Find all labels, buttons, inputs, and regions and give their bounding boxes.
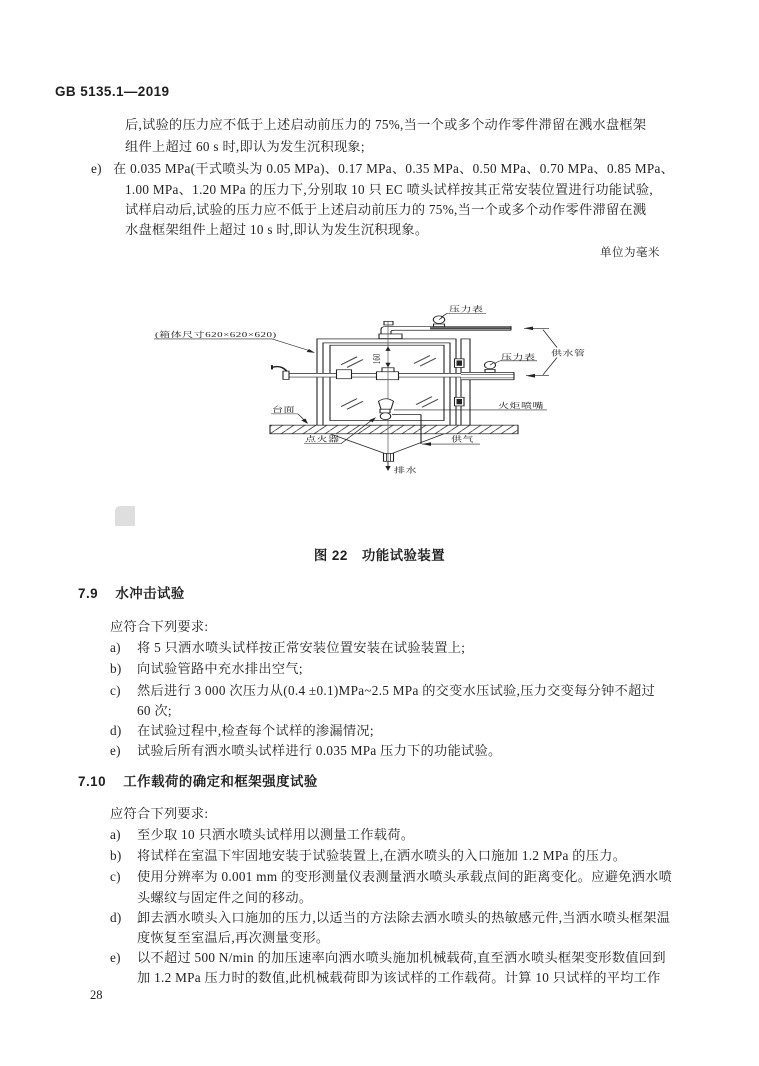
list-item-line: 以不超过 500 N/min 的加压速率向洒水喷头施加机械载荷,直至洒水喷头框架变形数值回到 bbox=[137, 950, 666, 965]
figure-caption-number: 图 22 bbox=[313, 548, 348, 563]
section-intro: 应符合下列要求: bbox=[110, 619, 209, 634]
list-letter: c) bbox=[110, 869, 121, 884]
list-letter: d) bbox=[110, 723, 122, 738]
list-item-line: 将 5 只洒水喷头试样按正常安装位置安装在试验装置上; bbox=[137, 640, 466, 655]
section-intro: 应符合下列要求: bbox=[110, 806, 209, 821]
list-letter: a) bbox=[110, 640, 121, 655]
list-letter: b) bbox=[110, 848, 122, 863]
list-item-line: 卸去洒水喷头入口施加的压力,以适当的方法除去洒水喷头的热敏感元件,当洒水喷头框架温 bbox=[137, 910, 671, 925]
figure-22-diagram bbox=[145, 258, 610, 522]
list-item-line: 将试样在室温下牢固地安装于试验装置上,在洒水喷头的入口施加 1.2 MPa 的压力。 bbox=[137, 848, 627, 863]
section-number: 7.9 bbox=[78, 586, 99, 601]
list-letter: d) bbox=[110, 910, 122, 925]
body-line: 1.00 MPa、1.20 MPa 的压力下,分别取 10 只 EC 喷头试样按其正常安装位置进行功能试验, bbox=[125, 182, 653, 197]
body-line: 在 0.035 MPa(干式喷头为 0.05 MPa)、0.17 MPa、0.35 MPa、0.50 MPa、0.70 MPa、0.85 MPa、 bbox=[113, 161, 675, 176]
dimension-160-label: 160 bbox=[370, 353, 383, 365]
box-size-label: (箱体尺寸620×620×620) bbox=[155, 331, 277, 340]
list-letter: b) bbox=[110, 661, 122, 676]
section-number: 7.10 bbox=[78, 774, 107, 789]
list-item-line: 头螺纹与固定件之间的移动。 bbox=[137, 890, 313, 905]
list-item-line: 60 次; bbox=[137, 703, 172, 718]
figure-caption-title: 功能试验装置 bbox=[361, 548, 446, 563]
list-item-line: 试验后所有洒水喷头试样进行 0.035 MPa 压力下的功能试验。 bbox=[137, 743, 502, 758]
standard-number-header: GB 5135.1—2019 bbox=[55, 84, 170, 99]
work-table bbox=[270, 425, 518, 434]
scan-artifact bbox=[115, 506, 135, 526]
collection-funnel bbox=[330, 434, 444, 462]
list-letter: e) bbox=[91, 161, 102, 176]
list-item-line: 至少取 10 只洒水喷头试样用以测量工作载荷。 bbox=[137, 827, 415, 842]
section-title: 工作载荷的确定和框架强度试验 bbox=[123, 774, 318, 789]
list-letter: a) bbox=[110, 827, 121, 842]
body-line: 后,试验的压力应不低于上述启动前压力的 75%,当一个或多个动作零件滞留在溅水盘框架 bbox=[125, 117, 647, 132]
list-item-line: 在试验过程中,检查每个试样的渗漏情况; bbox=[137, 723, 374, 738]
drain-label: 排水 bbox=[394, 466, 417, 475]
water-supply-label: 供水管 bbox=[551, 350, 586, 358]
page-number: 28 bbox=[90, 988, 103, 1002]
gas-supply-label: 供气 bbox=[451, 436, 474, 445]
unit-note: 单位为毫米 bbox=[600, 247, 660, 259]
torch-nozzle-label: 火炬喷嘴 bbox=[498, 402, 544, 411]
gauge-top-label: 压力表 bbox=[449, 306, 484, 315]
list-item-line: 度恢复至室温后,再次测量变形。 bbox=[137, 930, 330, 945]
test-chamber-box bbox=[317, 339, 470, 425]
body-line: 试样启动后,试验的压力应不低于上述启动前压力的 75%,当一个或多个动作零件滞留在溅 bbox=[125, 202, 647, 217]
section-title: 水冲击试验 bbox=[115, 586, 185, 601]
igniter-label: 点火器 bbox=[305, 436, 340, 445]
list-letter: e) bbox=[110, 950, 121, 965]
section-heading-7-10 bbox=[78, 774, 318, 789]
table-label: 台面 bbox=[272, 406, 295, 415]
section-heading-7-9 bbox=[78, 586, 185, 601]
list-letter: c) bbox=[110, 683, 121, 698]
body-line: 水盘框架组件上超过 10 s 时,即认为发生沉积现象。 bbox=[125, 222, 429, 237]
list-item-line: 然后进行 3 000 次压力从(0.4 ±0.1)MPa~2.5 MPa 的交变水压试验,压力交变每分钟不超过 bbox=[137, 683, 656, 698]
gauge-side-label: 压力表 bbox=[501, 354, 536, 362]
list-item-line: 向试验管路中充水排出空气; bbox=[137, 661, 303, 676]
pressure-gauge-side bbox=[485, 361, 496, 372]
pressure-gauge-top bbox=[433, 316, 444, 327]
list-item-line: 加 1.2 MPa 压力时的数值,此机械载荷即为该试样的工作载荷。计算 10 只试样的平均工作 bbox=[137, 970, 661, 985]
body-line: 组件上超过 60 s 时,即认为发生沉积现象; bbox=[125, 139, 365, 154]
figure-caption bbox=[314, 545, 445, 564]
list-item-line: 使用分辨率为 0.001 mm 的变形测量仪表测量洒水喷头承载点间的距离变化。应避免洒水喷 bbox=[137, 869, 673, 884]
list-letter: e) bbox=[110, 743, 121, 758]
